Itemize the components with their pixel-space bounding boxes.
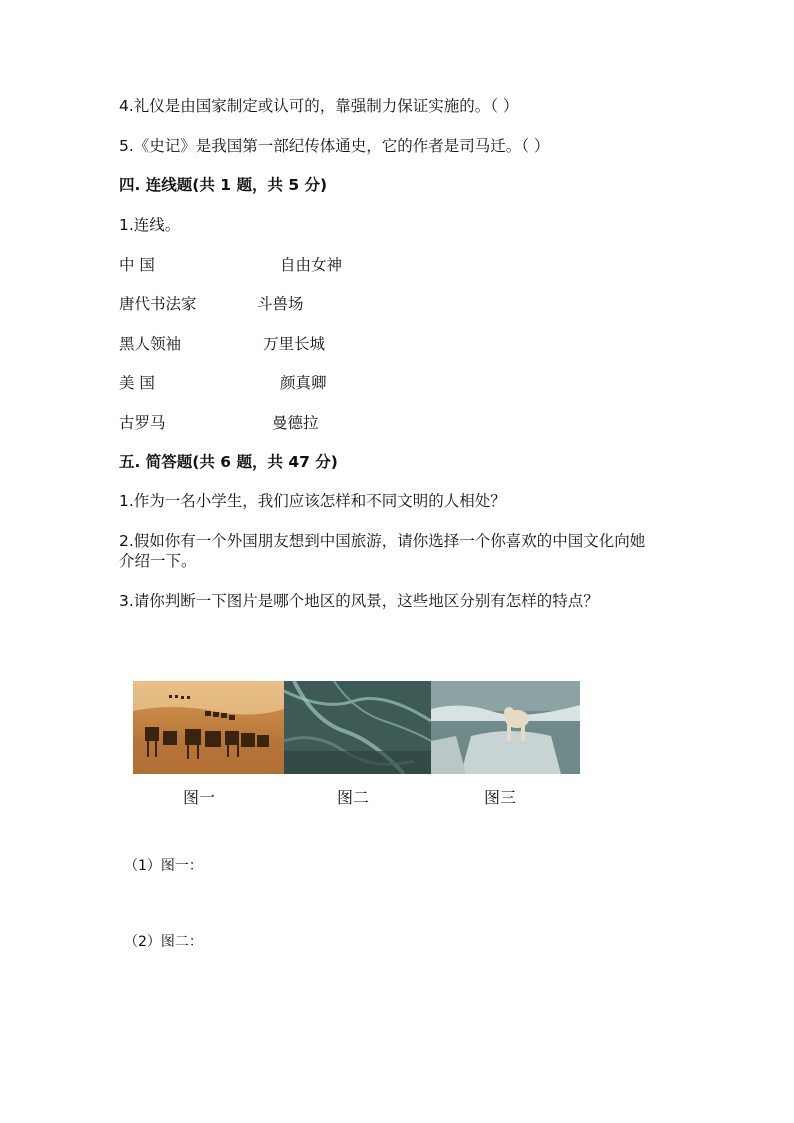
match-right-item: 曼德拉 xyxy=(272,414,319,432)
answer-prompt-1: （1）图一： xyxy=(124,858,203,874)
match-left-item: 美 国 xyxy=(119,374,155,392)
match-right-item: 自由女神 xyxy=(280,256,343,274)
question-4: 4.礼仪是由国家制定或认可的，靠强制力保证实施的。（ ） xyxy=(119,97,519,115)
photo-caption-1: 图一 xyxy=(183,788,216,807)
section-5-title: 五. 简答题(共 6 题，共 47 分) xyxy=(119,453,338,471)
section-4-question-1: 1.连线。 xyxy=(119,216,181,234)
desert-camel-photo xyxy=(133,681,284,774)
match-left-item: 黑人领袖 xyxy=(119,335,182,353)
answer-prompt-2: （2）图二： xyxy=(124,934,203,950)
section-5-question-3: 3.请你判断一下图片是哪个地区的风景，这些地区分别有怎样的特点？ xyxy=(119,592,599,610)
match-right-item: 颜真卿 xyxy=(280,374,327,392)
match-right-item: 万里长城 xyxy=(263,335,326,353)
river-delta-photo xyxy=(284,681,431,774)
photo-caption-2: 图二 xyxy=(337,788,370,807)
match-left-item: 唐代书法家 xyxy=(119,295,197,313)
section-4-title: 四. 连线题(共 1 题，共 5 分) xyxy=(119,176,328,194)
photo-caption-3: 图三 xyxy=(484,788,517,807)
section-5-question-2: 2.假如你有一个外国朋友想到中国旅游，请你选择一个你喜欢的中国文化向她 xyxy=(119,532,646,550)
section-5-question-1: 1.作为一名小学生，我们应该怎样和不同文明的人相处？ xyxy=(119,492,506,510)
section-5-question-2-continued: 介绍一下。 xyxy=(119,552,197,570)
question-5: 5.《史记》是我国第一部纪传体通史，它的作者是司马迁。（ ） xyxy=(119,137,550,155)
polar-bear-photo xyxy=(431,681,580,774)
match-left-item: 中 国 xyxy=(119,256,155,274)
match-right-item: 斗兽场 xyxy=(257,295,304,313)
match-left-item: 古罗马 xyxy=(119,414,166,432)
